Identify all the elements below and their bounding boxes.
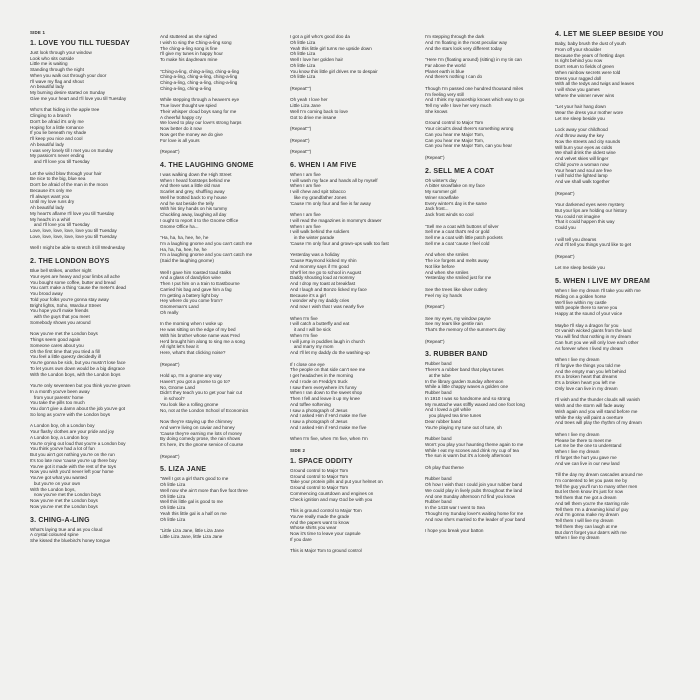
song-block [290, 34, 418, 155]
song-lyrics: And stuttered as she sighed I wish to sing the Ching-a-ling song The ching-a-ling song is fine I'll give my tunes in happy hour To make his daydream mine "Ching-a-ling, ching-a-ling, ching-a-ling Ching-a-ling, ching-a-ling, ching-a-ling Ching-a-ling, ching-a-ling, ching-a-ling Ching-a-ling, ching-a-ling While stepping through a heaven's eye True lover thought we spied Their whisper cloud boys sang for me A cheerful happy cry We loved to play our love's strong harps Now better do it now Now get the money we do give For love is all yours (Repeat") [160, 34, 242, 154]
song-lyrics: Blue bell strikes, another night Your eyes are heavy and your limbs all ache You bought some coffee, butter and bread You can't make a thing 'cause the meter's dead You brood away Told your folks you're gonna stay away Bright lights, Soho, Wardour Street You hope you'll make friends with the guys that you meet Somebody shows you around Now you've met the London boys Things seem good again Someone cares about you Oh the first time that you tried a fill You feel a little queezy decidedly ill You're gonna be sick, but you mustn't lose face To let yours own down would be a big disgrace With the London boys, with the London boys You're only seventeen but you think you've grown In a month you've been away from your parents' home You take the pills too much You don't give a damn about the job you've got So long as you're with the London boys A London boy, oh a London boy Your flashy clothes are your pride and joy A London boy, a London boy You're crying out loud that you're a London boy You think you've had a lot of fun But you ain't got nothing you're on the run It's too late now 'cause you're up there boy You've got it made with the rest of the toys Now you wish you'd never left your home You've got what you wanted but you're on your own With the London boys, now you've met the London boys Now you've met the London boys Now you've met the London boys [30, 268, 131, 509]
column-4 [425, 30, 550, 534]
side-label: SIDE 1 [30, 30, 46, 35]
song-title: 5. LIZA JANE [160, 466, 207, 474]
song-block [555, 277, 680, 541]
song-title: 6. WHEN I AM FIVE [290, 161, 357, 169]
song-block [160, 465, 288, 539]
song-block [555, 30, 680, 271]
song-title: 5. WHEN I LIVE MY DREAM [555, 278, 651, 285]
song-title: 1. LOVE YOU TILL TUESDAY [30, 39, 130, 47]
song-block [160, 161, 288, 460]
song-title: 4. LET ME SLEEP BESIDE YOU [555, 31, 664, 38]
song-block [425, 34, 550, 161]
side-label: SIDE 2 [290, 448, 306, 453]
column-5 [555, 30, 680, 541]
song-title: 4. THE LAUGHING GNOME [160, 161, 254, 169]
song-lyrics: When I am five I will wash my face and hands all by myself When I am five I will chew and spit tobacco like my grandfather Jones 'Cause I'm only four and five is far away When I am five I will read the magazines in mommy's drawer When I am five I will walk behind the soldiers in the winter parade 'Cause I'm only four and grown-ups walk too fast Yesterday was a holiday 'Cause Raymond kicked my shin And mommy says if I'm good She'll let me go to school in August Daddy shouting loud at mommy And I drop my toast at breakfast And I laugh and Bonzo licked my face Because it's a girl I wonder why my daddy cries And now I wish that I was nearly five When I'm five I will catch a butterfly and eat it and I will be sick When I'm five I will jump in puddles laugh in church and marry my mom And I'll let my daddy do the washing-up If I close one eye The people on that side can't see me I get headaches in the morning And I rode on Freddy's truck I saw them everywhere it's funny When I ran down to the sweet shop Then I fell and leave it up my knee And toffee softening I saw a photograph of Jesus And I asked Him if He'd make me five I saw a photograph of Jesus And I asked Him if He'd make me five When I'm five, when I'm five, when I'm [290, 171, 389, 442]
song-title: 3. CHING-A-LING [30, 516, 90, 524]
song-block [30, 257, 155, 510]
song-block [290, 161, 418, 442]
song-title: 2. SELL ME A COAT [425, 167, 495, 175]
song-block [30, 516, 155, 544]
song-title: 3. RUBBER BAND [425, 351, 488, 359]
song-block [290, 448, 418, 554]
song-lyrics: When I live my dream I'll take you with me Riding on a golden horse We'll live within my castle With people there to serve you Happy at the sound of your voice Maybe I'll slay a dragon for you Or vanish wicked giants from the land You will find that nothing in my dream Can hurt you we will only love each other As forever when I lived my dream When I live my dream I'll forgive the things you told me And the empty man you left behind It's a broken heart that dreams It's a broken heart you left me Only love can live in my dream I'll wish and the thunder clouds will vanish Wish and the storm will fade away Wish again and you will stand before me While the sky will paint a overture And trees will play the rhythm of my dream When I live my dream Please be there to meet me Let me be the one to understand When I live my dream I'll forget the hurt you gave me And we can live in our new land Till the day my dream cascades around me I'm contented to let you pass me by Tell the guy you'll run to many other men But let them know it's just for now Tell them that I've got a dream And tell them you're the starring role Tell them I'm a dreaming kind of guy And I'm gonna make my dream Tell them I will live my dream Tell them they can laugh at me But don't forget your date's with me When I live my dream [555, 288, 643, 541]
song-lyrics: Rubber band There's a rubber band that plays tunes at the tube In the library garden Sunday afternoon While a little chappy waves a golden one Rubber band In 1910 I was so handsome and so strong My mustache was stiffly waxed and one foot long And I loved a girl while you played tea time tunes Dear rubber band You're playing my tune out of tune, oh Rubber band Won't you play your haunting theme again to me While I eat my scones and drink my cup of tea The sun is warm but it's a lonely afternoon Oh play that theme Rubber band Oh how I wish that I could join your rubber band We could play in lively pubs throughout the land And one Sunday afternoon I'd find you know Rubber band In the 1418 war I went to Sea Thought my Sunday lover's waiting home for me And now she's married to the leader of your band I hope you break your batton [425, 361, 526, 533]
column-3 [290, 30, 418, 554]
song-lyrics: Ground control to Major Tom Ground control to Major Tom Take your protein pills and put your helmet on Ground control to Major Tom Commencing countdown and engines on Check ignition and may God be with you This is ground control to Major Tom You've really made the grade And the papers want to know Whose shirts you wear Now it's time to leave your capsule If you dare This is Major Tom to ground control [290, 467, 383, 554]
song-title: 1. SPACE ODDITY [290, 457, 353, 465]
column-1 [30, 30, 155, 544]
song-lyrics: Just look through your window Look who sits outside Little me is waiting Standing through the night When you walk out through your door I'll wave my flag and shout An beautiful lady My burning desire started on Sunday Give me your heart and I'll love you till Tuesday Who's that hiding in the apple tree Clinging to a branch Don't be afraid it's only me Hoping for a little romance If you lie beneath my shade I'll keep you nice and cool Ah beautiful lady I was very lonely till I met you on Sunday My passion's never ending and I'll love you till Tuesday Let the wind blow through your hair Be nice to the big, blue sea Don't be afraid of the man in the moon Because it's only me I'll always want you Until my love runs dry Ah beautiful lady My heart's aflame I'll love you till Tuesday My head's in a whirl and I'll love you till Tuesday Love, love, love, love, love you till Tuesday Love, love, love, love, love you till Tuesday Well I might be able to stretch it till Wednesday [30, 49, 127, 251]
song-lyrics: "Well I got a girl that's good to me Oh little Liza Well now she ain't more than five foot three Oh little Liza Well this little gal is good to me Oh little Liza Yeah this little gal is a half on me Oh little Liza "Little Liza Jane, little Liza Jane Little Liza Jane, little Liza Jane [160, 476, 248, 539]
song-title: 2. THE LONDON BOYS [30, 258, 110, 265]
song-lyrics: Baby, baby brush the dust of youth From off your shoulder Because the years of fretting days Is right behind you now Don't return to fields of green When rainbow secrets were told Dress your ragged doll With all the tedys and twigs and leaves I will show you games Where the winner never wins "Let your hair hang down Wear the dress your mother wore Let me sleep beside you Lock away your childhood And throw away the key Now the streets and city sounds Will burn your eyes as colds We shall drink the oldest wine And velvet skies will linger Child you're a woman now Your heart and soul are free I will hold the lighted lamp And we shall walk together (Repeat") Your darkened eyes were mystery But your lips are holding our history You could not imagine That it could happen this way Could you I will tell you dreams And I'll tell you things you'd like to get (Repeat") Let me sleep beside you [555, 41, 635, 271]
column-2 [160, 30, 288, 540]
song-lyrics: I was walking down the High Street When I heard footsteps behind me And there was a little old man Scarlet and grey, shuffling away Well he trotted back to my house And he sat beside the telly With his tiny hands on his tummy Chuckling away, laughing all day I ought to report it to the Gnome Office Gnome Office ha... "Ha, ha, ha, hee, he, he I'm a laughing gnome and you can't catch me Ha, ha, ha, hee, he, he I'm a laughing gnome and you can't catch me (Said the laughing gnome) Well I gave him roasted toad stalks And a glass of dandylion wine Then I put him on a train to Eastbourne Carried his bag and gave him a fag I'm getting a battery light boy Hey where do you come from? Gnomeman's Land Oh really In the morning when I woke up He was sitting on the edge of my bed With his brother whose name was Fred He'd brought him along to sing me a song All right let's hear it Here, what's that clicking noise? (Repeat") Hold up, I'm a gnome any way Haven't you got a gnome to go to? No, Gnome Land Didn't they teach you to get your hair cut in school? You look like a rolling gnome No, not at the London School of Economics Now they're staying up the chimney And we're living on caviar and honey 'Cause they're earning me lots of money By doing comedy prose, the rain shows It's here, it's the gnome service of course (Repeat") [160, 171, 253, 459]
song-lyrics: I'm stepping through the dark And I'm floating in the most peculiar way And the stars look very different today "Here I'm (floating around) (sitting) in my tin can Far above the world Planet earth is blue And there's nothing I can do Though I'm passed one hundred thousand miles I'm feeling very still And I think my spaceship knows which way to go Tell my wife I love her very much She knows Ground control to Major Tom Your circuit's dead there's something wrong Can you hear me Major Tom, Can you hear me Major Tom, Can you hear me Major Tom, can you hear (Repeat") [425, 34, 525, 160]
song-lyrics: What's laying true and as you cloud A crystal coloured spine She kissed the bluebird's honey tongue [30, 526, 111, 543]
song-block [425, 167, 550, 345]
song-block [30, 39, 155, 251]
song-lyrics: I got a girl who's good doo da Oh little Liza Yeah this little girl turns me upside down Oh little Liza Well I love her golden hair Oh little Liza You know this little girl drives me to despair Oh little Liza (Repeat"") Oh yeah I love her Little Liza Jane Well I'm coming back to love Got to drive me insane (Repeat"") (Repeat") (Repeat"") [290, 34, 378, 154]
song-lyrics: Oh winter's day A bitter snowflake on my face My summer girl Winer snowflake Every winter's day is the same Jack frost... Jack frost winds so cool "Sell me a coat with buttons of silver Sell me a coat that's red or gold Sell me a coat with little patch pockets Sell me a coat 'cause I feel cold And when she smiles The ice forgets and melts away Not like before And when she smiles Yesterday she smiled just for me See the trees like silver cutlery Feel my icy hands (Repeat") See my eyes, my window payne See my tears like gentle rain That's the memory of the summer's day (Repeat") [425, 177, 506, 344]
song-block [160, 34, 288, 155]
song-block [425, 350, 550, 534]
